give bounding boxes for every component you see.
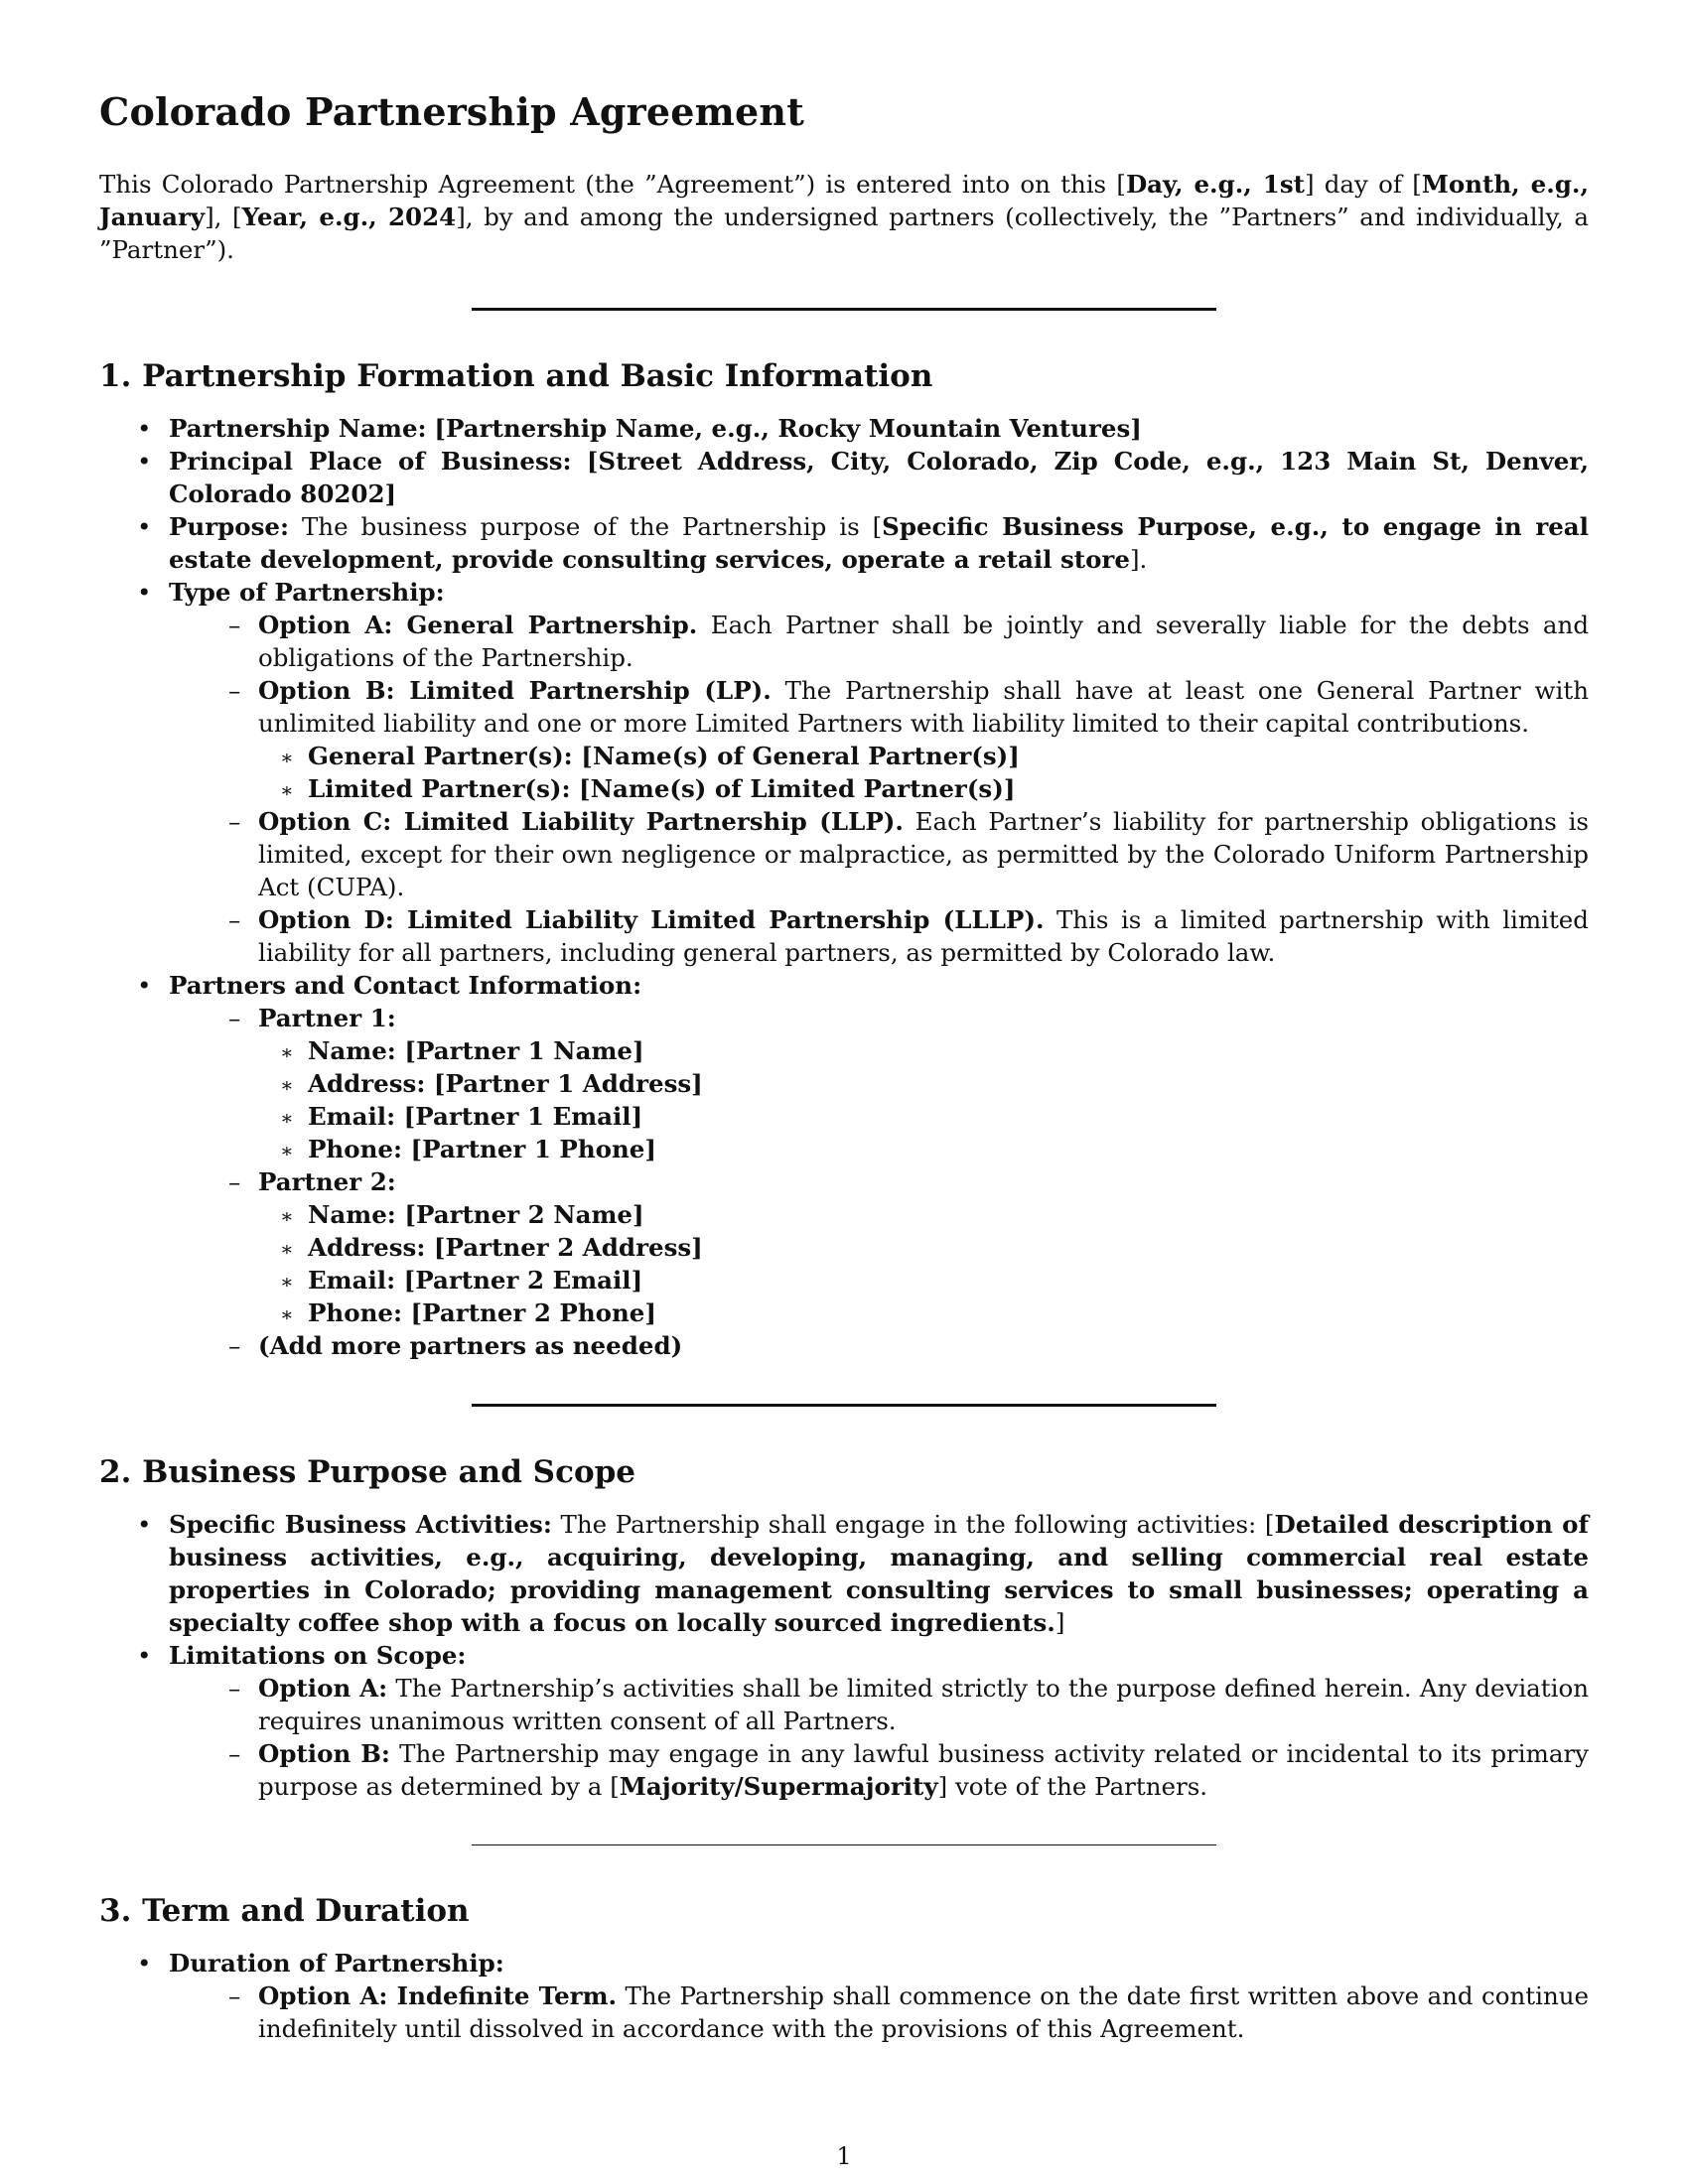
option-label: Option D: Limited Liability Limited Partnership (LLLP).	[258, 905, 1045, 934]
page-number: 1	[836, 2142, 852, 2170]
partner-name-field: Name: [Partner 2 Name]	[308, 1200, 644, 1229]
sub-sub-list	[228, 1034, 1589, 1165]
section-divider	[472, 1404, 1216, 1407]
list-item: • Purpose: The business purpose of the Partnership is [Specific Business Purpose, e.g., to engage in real estate development, provide consulting services, operate a retail store].	[137, 512, 1589, 574]
partner-phone-field: Phone: [Partner 1 Phone]	[308, 1135, 656, 1163]
option-text: ] vote of the Partners.	[937, 1772, 1208, 1801]
sub-list-item: – Option D: Limited Liability Limited Partnership (LLLP). This is a limited partnership with limited liability for all partners, including general partners, as permitted by Colorado law.	[228, 905, 1589, 967]
sub-list-item: – Partner 2: ∗ Name: [Partner 2 Name] ∗ Address: [Partner 2 Address] ∗ Email: [Partner 2 Email] ∗ Phone: [Partner 2 Phone]	[228, 1165, 1589, 1329]
sub-list-item: – Option B: The Partnership may engage in any lawful business activity related or incidental to its primary purpose as determined by a [Majority/Supermajority] vote of the Partners.	[228, 1739, 1589, 1801]
option-text: The Partnership shall have at least one General Partner with unlimited liability and one or more Limited Partners with liability limited to their capital contributions.	[258, 676, 1589, 738]
sub-sub-list-item: ∗ Phone: [Partner 2 Phone]	[280, 1298, 656, 1327]
option-text: The Partnership may engage in any lawful business activity related or incidental to its primary purpose as determined by a [	[258, 1739, 1589, 1801]
section-1-list	[99, 412, 1589, 1362]
sub-list-item: – Option B: Limited Partnership (LP). The Partnership shall have at least one General Partner with unlimited liability and one or more Limited Partners with liability limited to their capital contributions. ∗ General Partner(s): [Name(s) of General Partner(s)] ∗ Limited Partner(s): [Name(s) of Limited Partner(s)]	[228, 676, 1589, 803]
option-text: The Partnership shall commence on the date first written above and continue indefinitely until dissolved in accordance with the provisions of this Agreement.	[258, 1981, 1589, 2043]
section-2-list	[99, 1508, 1589, 1803]
item-value: Detailed description of business activities, e.g., acquiring, developing, managing, and selling commercial real estate properties in Colorado; providing management consulting services to small businesses; operating a specialty coffee shop with a focus on locally sourced ingredients.	[169, 1510, 1590, 1637]
item-text: The Partnership shall engage in the following activities: [	[551, 1510, 1275, 1539]
sub-sub-list	[228, 740, 1589, 805]
sub-list-item: – Option C: Limited Liability Partnership (LLP). Each Partner’s liability for partnership obligations is limited, except for their own negligence or malpractice, as permitted by the Colorado Uniform Partnership Act (CUPA).	[228, 807, 1589, 901]
section-3-list	[99, 1947, 1589, 2045]
section-divider	[472, 308, 1216, 311]
day-placeholder: Day, e.g., 1st	[1125, 170, 1305, 199]
intro-text: ] day of [	[1304, 170, 1422, 199]
item-value: Specific Business Purpose, e.g., to engage in real estate development, provide consulting services, operate a retail store	[169, 512, 1589, 574]
intro-text: ], by and among the undersigned partners (collectively, the ”Partners” and individually, a ”Partner”).	[99, 203, 1589, 264]
month-placeholder: Month, e.g., January	[99, 170, 1589, 231]
intro-text: This Colorado Partnership Agreement (the ”Agreement”) is entered into on this [	[99, 170, 1126, 199]
item-label: Type of Partnership:	[169, 578, 445, 607]
partner-email-field: Email: [Partner 2 Email]	[308, 1266, 643, 1295]
list-item: • Specific Business Activities: The Partnership shall engage in the following activities: [Detailed description of business activities, e.g., acquiring, developing, managing, and selling commercial real estate properties in Colorado; providing management consulting services to small businesses; operating a specialty coffee shop with a focus on locally sourced ingredients.]	[137, 1510, 1590, 1637]
item-text: ].	[1129, 545, 1148, 574]
partner-name-field: Name: [Partner 1 Name]	[308, 1036, 644, 1065]
partner-address-field: Address: [Partner 2 Address]	[308, 1233, 703, 1262]
item-label: Duration of Partnership:	[169, 1949, 504, 1978]
list-item: • Duration of Partnership: – Option A: Indefinite Term. The Partnership shall commence on the date first written above and continue indefinitely until dissolved in accordance with the provisions of this Agreement.	[99, 1947, 1589, 2045]
partner-phone-field: Phone: [Partner 2 Phone]	[308, 1298, 656, 1327]
section-3-heading: 3. Term and Duration	[99, 1893, 470, 1929]
option-text: Each Partner’s liability for partnership obligations is limited, except for their own negligence or malpractice, as permitted by the Colorado Uniform Partnership Act (CUPA).	[258, 807, 1589, 901]
sub-sub-list-item: ∗ Name: [Partner 1 Name]	[280, 1036, 644, 1065]
sub-list-item: – Option A: Indefinite Term. The Partnership shall commence on the date first written above and continue indefinitely until dissolved in accordance with the provisions of this Agreement.	[228, 1981, 1589, 2043]
add-more-partners-note: (Add more partners as needed)	[258, 1331, 683, 1360]
sub-sub-list-item: ∗ Phone: [Partner 1 Phone]	[280, 1135, 656, 1163]
partner-label: Partner 1:	[258, 1004, 396, 1032]
sub-list	[129, 1979, 1589, 2045]
general-partner-field: General Partner(s): [Name(s) of General Partner(s)]	[308, 742, 1020, 770]
list-item: • Type of Partnership: – Option A: General Partnership. Each Partner shall be jointly and severally liable for the debts and obligations of the Partnership. – Option B: Limited Partnership (LP). The Partnership shall have at least one General Partner with unlimited liability and one or more Limited Partners with liability limited to their capital contributions. ∗ General Partner(s): [Name(s) of General Partner(s)] ∗ Limited Partner(s): [Name(s) of Limited Partner(s)] – Option C: Limited Liability Partnership (LLP). Each Partner’s liability for partnership obligations is limited, except for their own negligence or malpractice, as permitted by the Colorado Uniform Partnership Act (CUPA). – Option D: Limited Liability Limited Partnership (LLLP). This is a limited partnership with limited liability for all partners, including general partners, as permitted by Colorado law.	[99, 576, 1589, 969]
item-value: [Street Address, City, Colorado, Zip Code, e.g., 123 Main St, Denver, Colorado 80202]	[169, 447, 1589, 508]
option-label: Option B: Limited Partnership (LP).	[258, 676, 772, 705]
sub-list	[129, 609, 1589, 969]
sub-sub-list-item: ∗ Address: [Partner 2 Address]	[280, 1233, 703, 1262]
sub-list-item: – (Add more partners as needed)	[228, 1331, 683, 1360]
item-label: Limitations on Scope:	[169, 1641, 467, 1670]
option-value: Majority/Supermajority	[619, 1772, 938, 1801]
option-label: Option B:	[258, 1739, 390, 1768]
intro-text: ], [	[205, 203, 242, 231]
section-1-heading: 1. Partnership Formation and Basic Information	[99, 358, 933, 394]
section-divider	[472, 1844, 1216, 1845]
sub-sub-list-item: ∗ Address: [Partner 1 Address]	[280, 1069, 703, 1098]
sub-sub-list-item: ∗ Email: [Partner 1 Email]	[280, 1102, 643, 1131]
partner-email-field: Email: [Partner 1 Email]	[308, 1102, 643, 1131]
sub-list-item: – Option A: The Partnership’s activities shall be limited strictly to the purpose defined herein. Any deviation requires unanimous written consent of all Partners.	[228, 1674, 1589, 1735]
option-text: The Partnership’s activities shall be limited strictly to the purpose defined herein. Any deviation requires unanimous written consent of all Partners.	[258, 1674, 1589, 1735]
partner-label: Partner 2:	[258, 1167, 396, 1196]
list-item: • Principal Place of Business: [Street Address, City, Colorado, Zip Code, e.g., 123 Main St, Denver, Colorado 80202]	[137, 447, 1589, 508]
limited-partner-field: Limited Partner(s): [Name(s) of Limited Partner(s)]	[308, 774, 1016, 803]
option-label: Option A:	[258, 1674, 388, 1703]
section-2-heading: 2. Business Purpose and Scope	[99, 1454, 636, 1490]
list-item: • Partners and Contact Information: – Partner 1: ∗ Name: [Partner 1 Name] ∗ Address: [Partner 1 Address] ∗ Email: [Partner 1 Email] ∗ Phone: [Partner 1 Phone] – Partner 2: ∗ Name: [Partner 2 Name] ∗ Address: [Partner 2 Address] ∗ Email: [Partner 2 Email] ∗ Phone: [Partner 2 Phone] – (Add more partners as needed)	[99, 969, 1589, 1362]
sub-sub-list-item: ∗ Limited Partner(s): [Name(s) of Limited Partner(s)]	[280, 774, 1016, 803]
item-label: Purpose:	[169, 512, 290, 541]
sub-list	[129, 1002, 1589, 1362]
sub-sub-list-item: ∗ Name: [Partner 2 Name]	[280, 1200, 644, 1229]
sub-sub-list-item: ∗ Email: [Partner 2 Email]	[280, 1266, 643, 1295]
intro-paragraph	[99, 168, 1589, 266]
item-label: Partnership Name:	[169, 414, 427, 443]
partner-address-field: Address: [Partner 1 Address]	[308, 1069, 703, 1098]
document-page	[99, 89, 1589, 2045]
option-label: Option A: Indefinite Term.	[258, 1981, 618, 2010]
sub-sub-list-item: ∗ General Partner(s): [Name(s) of General Partner(s)]	[280, 742, 1020, 770]
item-value: [Partnership Name, e.g., Rocky Mountain Ventures]	[434, 414, 1142, 443]
option-label: Option A: General Partnership.	[258, 611, 698, 639]
document-title: Colorado Partnership Agreement	[99, 89, 804, 134]
option-text: This is a limited partnership with limited liability for all partners, including general partners, as permitted by Colorado law.	[258, 905, 1589, 967]
item-label: Partners and Contact Information:	[169, 971, 642, 1000]
option-text: Each Partner shall be jointly and severally liable for the debts and obligations of the Partnership.	[258, 611, 1590, 672]
list-item: • Limitations on Scope: – Option A: The Partnership’s activities shall be limited strictly to the purpose defined herein. Any deviation requires unanimous written consent of all Partners. – Option B: The Partnership may engage in any lawful business activity related or incidental to its primary purpose as determined by a [Majority/Supermajority] vote of the Partners.	[99, 1639, 1589, 1803]
sub-sub-list	[228, 1198, 1589, 1329]
option-label: Option C: Limited Liability Partnership (LLP).	[258, 807, 904, 836]
item-text: The business purpose of the Partnership is [	[289, 512, 883, 541]
sub-list	[129, 1672, 1589, 1803]
year-placeholder: Year, e.g., 2024	[241, 203, 457, 231]
list-item: • Partnership Name: [Partnership Name, e.g., Rocky Mountain Ventures]	[137, 414, 1142, 443]
item-label: Principal Place of Business:	[169, 447, 572, 476]
sub-list-item: – Partner 1: ∗ Name: [Partner 1 Name] ∗ Address: [Partner 1 Address] ∗ Email: [Partner 1 Email] ∗ Phone: [Partner 1 Phone]	[228, 1002, 1589, 1165]
item-text: ]	[1055, 1608, 1065, 1637]
item-label: Specific Business Activities:	[169, 1510, 552, 1539]
sub-list-item: – Option A: General Partnership. Each Partner shall be jointly and severally liable for the debts and obligations of the Partnership.	[228, 611, 1590, 672]
